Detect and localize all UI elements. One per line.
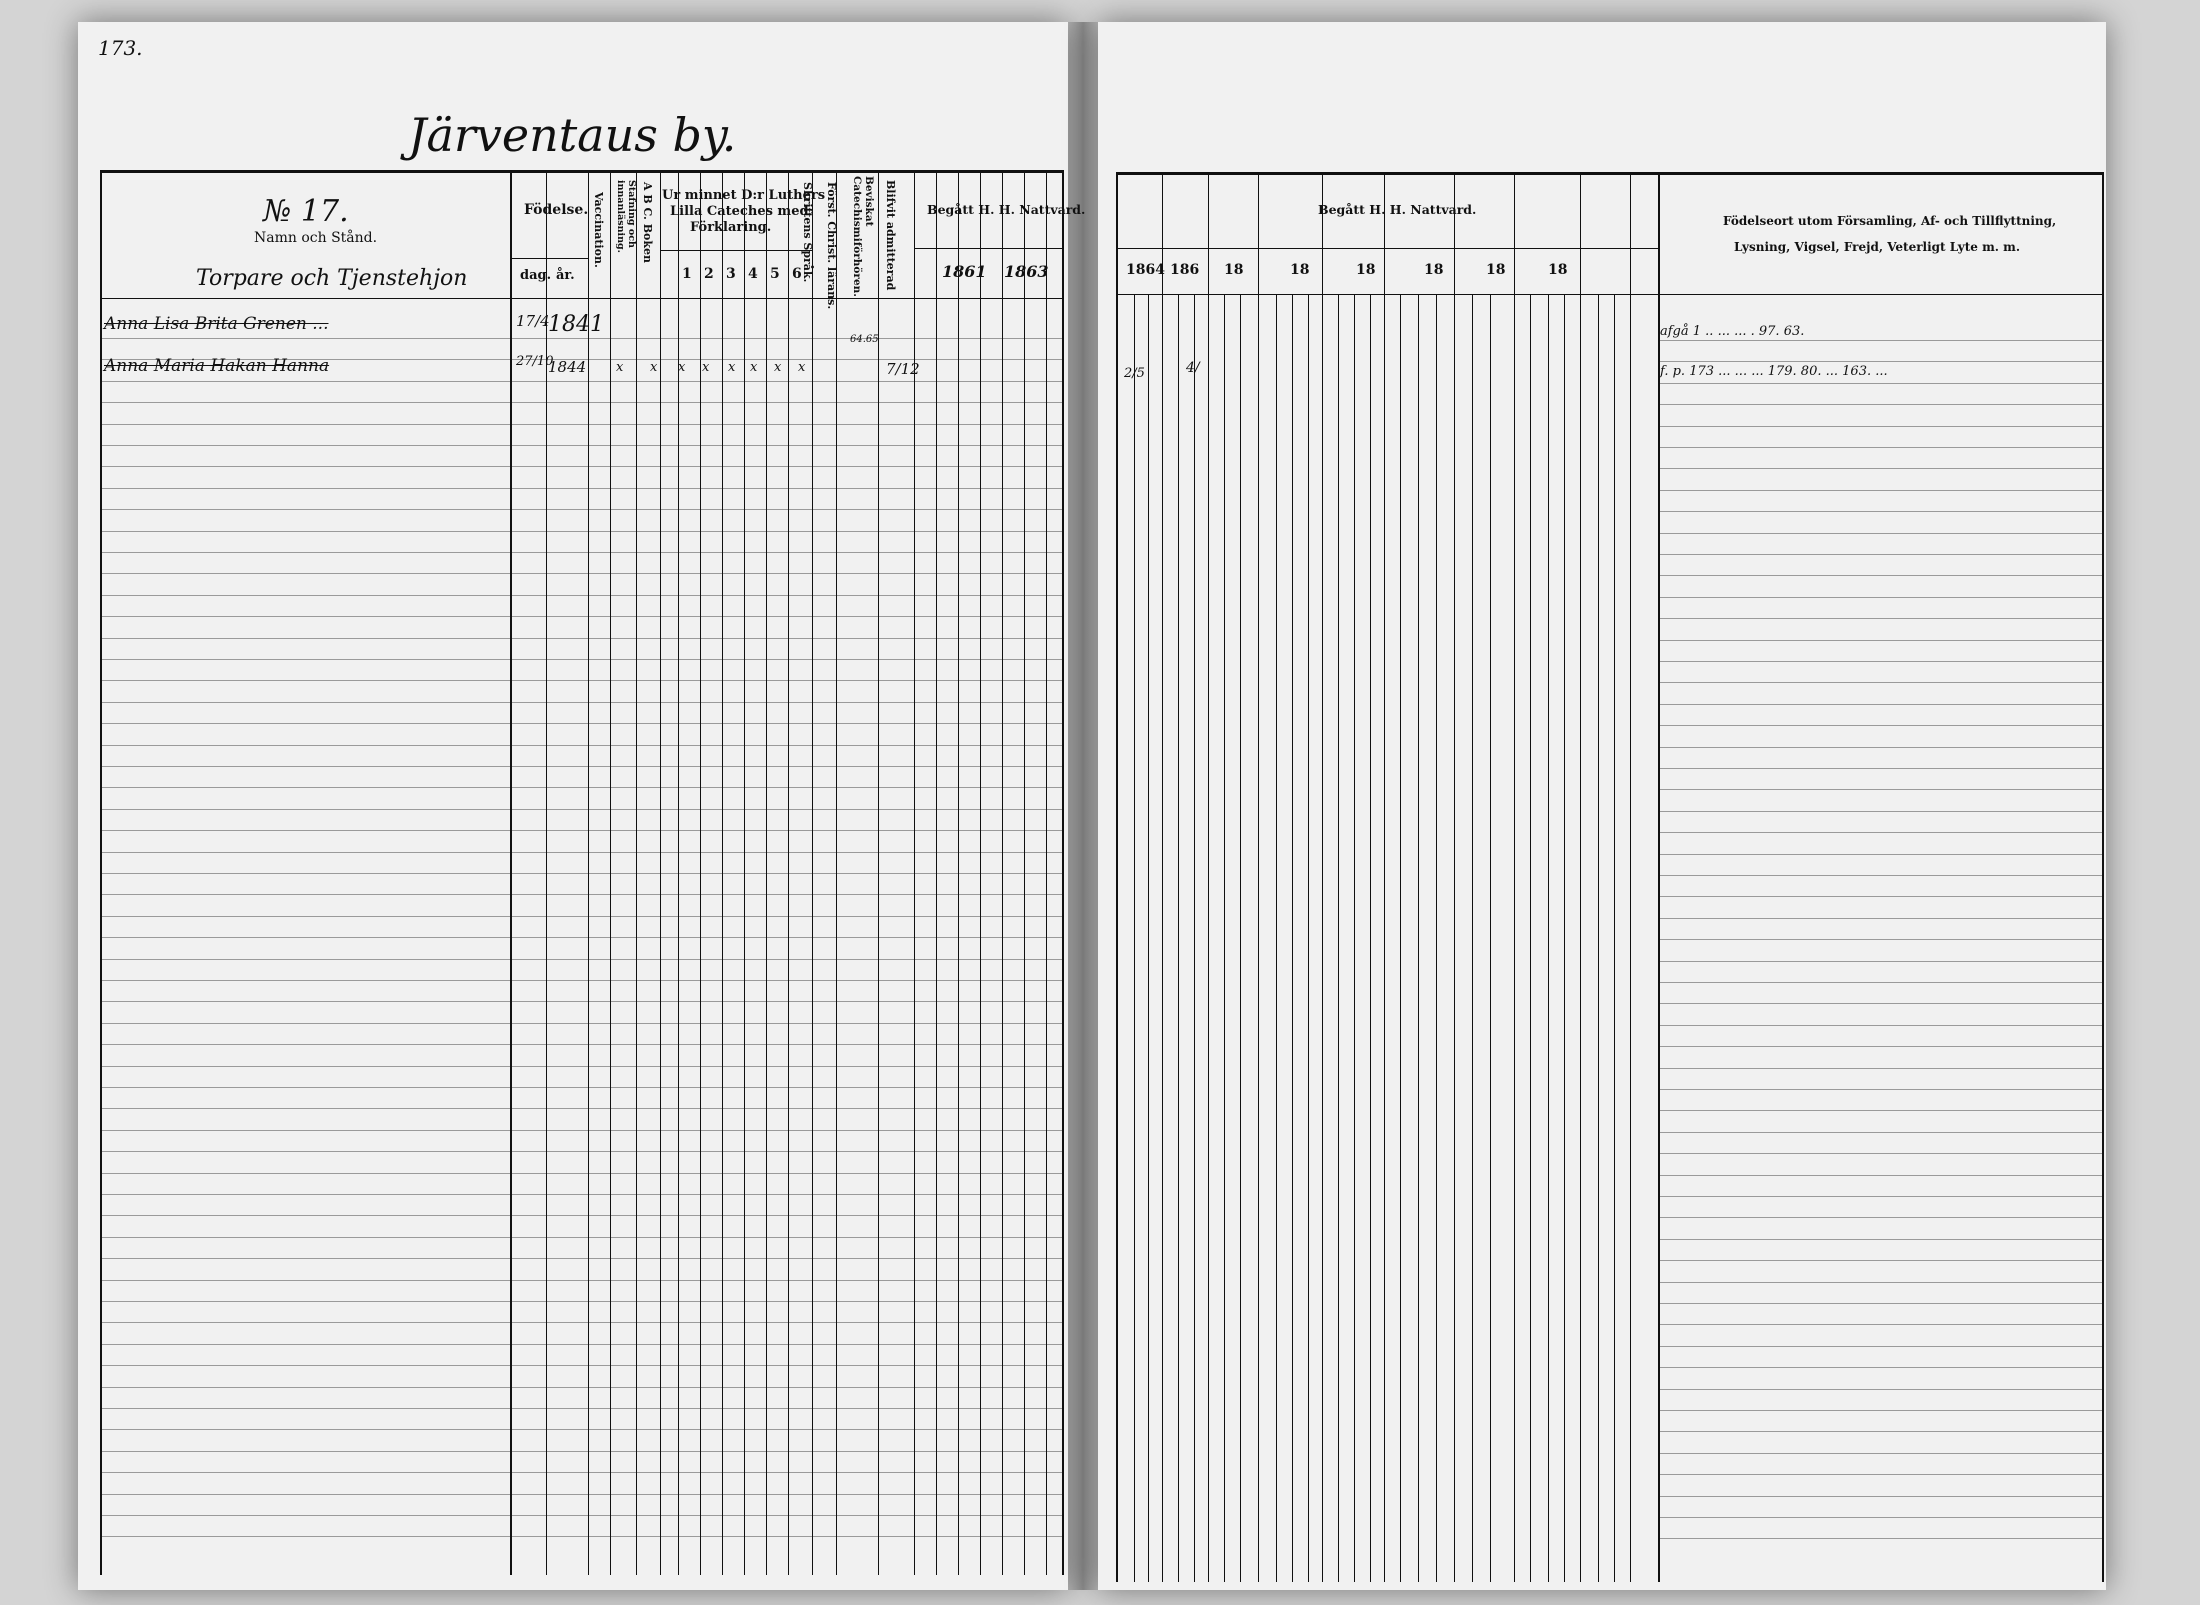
row-rule [100, 1087, 1062, 1088]
row-mark: x [650, 360, 658, 375]
row-rule [1658, 1324, 2102, 1325]
column-rule [812, 170, 813, 1575]
row-2-remark: f. p. 173 ... ... ... 179. 80. ... 163. ... [1660, 364, 1888, 379]
row-rule [1658, 1260, 2102, 1261]
row-rule [1658, 1025, 2102, 1026]
column-rule [1436, 294, 1437, 1582]
year-header: 18 [1290, 262, 1310, 278]
row-rule [1658, 682, 2102, 683]
row-rule [1658, 554, 2102, 555]
communion-sub-rule [914, 248, 1062, 249]
row-rule [1658, 468, 2102, 469]
row-rule [1658, 1346, 2102, 1347]
communion-year-2: 1863 [1004, 262, 1049, 281]
row-rule [1658, 1282, 2102, 1283]
column-rule [1630, 172, 1631, 1582]
row-rule [100, 873, 1062, 874]
column-rule [700, 170, 701, 1575]
row-rule [1658, 725, 2102, 726]
row-rule [100, 466, 1062, 467]
column-rule [744, 170, 745, 1575]
row-rule [1658, 1431, 2102, 1432]
row-rule [100, 1001, 1062, 1002]
column-rule [1418, 294, 1419, 1582]
column-rule [1276, 294, 1277, 1582]
row-rule [1658, 789, 2102, 790]
row-mark: x [774, 360, 782, 375]
column-rule [1564, 294, 1565, 1582]
column-rule [1580, 172, 1581, 1582]
scripture-header: Skriftens Språk. [801, 182, 814, 283]
birth-day-header: dag. [520, 268, 552, 283]
admitted-header: Blifvit admitterad [884, 180, 897, 291]
communion-sub-rule [1116, 248, 1658, 249]
row-1-name: Anna Lisa Brita Grenen ... [104, 314, 329, 334]
row-mark: x [702, 360, 710, 375]
row-rule [1658, 1538, 2102, 1539]
header-bottom-rule [100, 298, 1062, 299]
row-mark: x [616, 360, 624, 375]
column-rule [1370, 294, 1371, 1582]
table-top-rule [100, 170, 1062, 173]
row-rule [100, 702, 1062, 703]
row-rule [100, 424, 1062, 425]
row-rule [100, 1023, 1062, 1024]
row-rule [100, 1344, 1062, 1345]
row-rule [1658, 1046, 2102, 1047]
right-header-bottom-rule [1116, 294, 2102, 295]
row-rule [100, 1494, 1062, 1495]
row-mark: x [728, 360, 736, 375]
row-mark: x [750, 360, 758, 375]
christianity-header: Först. Christ. lärans. [825, 182, 838, 310]
column-rule [678, 170, 679, 1575]
right-page [1098, 22, 2106, 1590]
column-rule [914, 170, 915, 1575]
column-rule [722, 170, 723, 1575]
column-rule [766, 170, 767, 1575]
row-rule [1658, 961, 2102, 962]
column-rule [1148, 294, 1149, 1582]
column-rule [1472, 294, 1473, 1582]
row-1-note: 64.65 [850, 334, 879, 345]
column-rule [1240, 294, 1241, 1582]
row-rule [1658, 1089, 2102, 1090]
column-rule [1658, 172, 1660, 1582]
row-rule [1658, 1196, 2102, 1197]
row-rule [100, 1237, 1062, 1238]
catechism-sub-rule [660, 250, 812, 251]
year-header: 18 [1356, 262, 1376, 278]
row-rule [1658, 1367, 2102, 1368]
row-2-admit: 7/12 [886, 360, 920, 378]
row-rule [100, 638, 1062, 639]
name-entry: Torpare och Tjenstehjon [196, 266, 468, 291]
row-rule [1658, 832, 2102, 833]
column-rule [1354, 294, 1355, 1582]
row-2-mark-1: 2/5 [1124, 366, 1145, 381]
row-rule [100, 1451, 1062, 1452]
column-rule [1116, 172, 1118, 1582]
column-rule [1530, 294, 1531, 1582]
row-rule [1658, 1132, 2102, 1133]
row-rule [1658, 854, 2102, 855]
row-rule [100, 680, 1062, 681]
row-rule [100, 1044, 1062, 1045]
row-rule [100, 445, 1062, 446]
column-rule [1024, 170, 1025, 1575]
column-rule [1614, 294, 1615, 1582]
catechism-proof-header: Beviskat Catechismiförhören. [851, 176, 875, 297]
row-rule [1658, 982, 2102, 983]
row-rule [100, 488, 1062, 489]
row-rule [1658, 575, 2102, 576]
birth-header: Födelse. [524, 202, 589, 218]
row-rule [1658, 1175, 2102, 1176]
row-rule [100, 745, 1062, 746]
row-rule [1658, 511, 2102, 512]
row-rule [1658, 1453, 2102, 1454]
row-rule [100, 1322, 1062, 1323]
row-rule [1658, 1239, 2102, 1240]
year-header: 18 [1486, 262, 1506, 278]
row-2-year: 1844 [548, 358, 587, 376]
row-rule [100, 595, 1062, 596]
row-rule [100, 1066, 1062, 1067]
row-rule [100, 937, 1062, 938]
column-rule [546, 170, 547, 1575]
row-2-day: 27/10 [516, 354, 554, 369]
column-rule [588, 170, 589, 1575]
row-rule [1658, 747, 2102, 748]
row-rule [100, 659, 1062, 660]
row-rule [1658, 768, 2102, 769]
row-rule [1658, 618, 2102, 619]
row-rule [100, 1408, 1062, 1409]
column-rule [1384, 172, 1385, 1582]
row-2-name: Anna Maria Hakan Hanna [104, 356, 330, 376]
row-rule [1658, 383, 2102, 384]
row-rule [1658, 918, 2102, 919]
book-gutter [1068, 22, 1098, 1590]
village-title: Järventaus by. [408, 108, 737, 162]
column-rule [1046, 170, 1047, 1575]
catechism-column-number: 5 [770, 266, 780, 282]
year-header: 18 [1224, 262, 1244, 278]
column-rule [1490, 294, 1491, 1582]
column-rule [836, 170, 837, 1575]
column-rule [1208, 172, 1209, 1582]
reading-header: Stafning och innanläsning. [615, 180, 637, 253]
column-rule [958, 170, 959, 1575]
name-column-header: Namn och Stånd. [254, 230, 378, 246]
column-rule [1322, 172, 1323, 1582]
row-rule [1658, 640, 2102, 641]
row-rule [100, 1173, 1062, 1174]
row-rule [100, 616, 1062, 617]
row-rule [100, 1194, 1062, 1195]
column-rule [1162, 172, 1163, 1582]
right-communion-header: Begått H. H. Nattvard. [1318, 202, 1477, 217]
row-rule [1658, 1068, 2102, 1069]
catechism-header-3: Förklaring. [690, 220, 772, 235]
catechism-column-number: 6 [792, 266, 802, 282]
row-rule [100, 1151, 1062, 1152]
row-rule [100, 852, 1062, 853]
row-mark: x [798, 360, 806, 375]
row-rule [1658, 1389, 2102, 1390]
column-rule [936, 170, 937, 1575]
row-rule [1658, 811, 2102, 812]
column-rule [1338, 294, 1339, 1582]
column-rule [2102, 172, 2104, 1582]
row-rule [1658, 597, 2102, 598]
row-rule [1658, 939, 2102, 940]
row-rule [1658, 1517, 2102, 1518]
column-rule [1194, 294, 1195, 1582]
right-table-top-rule [1116, 172, 2102, 175]
row-rule [1658, 896, 2102, 897]
row-rule [1658, 533, 2102, 534]
row-rule [100, 980, 1062, 981]
row-rule [1658, 1217, 2102, 1218]
year-header: 1864 [1126, 262, 1165, 278]
column-rule [788, 170, 789, 1575]
column-rule [100, 170, 102, 1575]
column-rule [878, 170, 879, 1575]
row-1-year: 1841 [548, 312, 604, 337]
row-rule [1658, 1496, 2102, 1497]
column-rule [1598, 294, 1599, 1582]
catechism-column-number: 3 [726, 266, 736, 282]
row-rule [100, 916, 1062, 917]
row-rule [100, 959, 1062, 960]
row-rule [1658, 404, 2102, 405]
year-header: 186 [1170, 262, 1200, 278]
row-rule [100, 894, 1062, 895]
row-rule [100, 787, 1062, 788]
row-rule [100, 1215, 1062, 1216]
row-rule [100, 381, 1062, 382]
notes-header-1: Födelseort utom Församling, Af- och Tillflyttning, [1723, 214, 2057, 228]
row-1-remark: afgå 1 .. ... ... . 97. 63. [1660, 324, 1805, 339]
column-rule [1400, 294, 1401, 1582]
row-rule [100, 1536, 1062, 1537]
row-rule [100, 552, 1062, 553]
row-rule [1658, 490, 2102, 491]
row-rule [100, 1515, 1062, 1516]
household-number: № 17. [263, 194, 349, 229]
row-rule [100, 1429, 1062, 1430]
row-rule [1658, 704, 2102, 705]
row-rule [100, 531, 1062, 532]
row-rule [1658, 426, 2102, 427]
row-rule [1658, 1153, 2102, 1154]
row-rule [100, 1258, 1062, 1259]
row-rule [100, 1280, 1062, 1281]
row-rule [100, 766, 1062, 767]
catechism-column-number: 4 [748, 266, 758, 282]
row-rule [1658, 1410, 2102, 1411]
column-rule [1308, 294, 1309, 1582]
row-2-mark-2: 4/ [1186, 360, 1200, 376]
row-rule [1658, 875, 2102, 876]
row-mark: x [678, 360, 686, 375]
row-rule [1658, 1110, 2102, 1111]
row-rule [100, 1108, 1062, 1109]
row-rule [100, 1472, 1062, 1473]
column-rule [510, 170, 512, 1575]
column-rule [610, 170, 611, 1575]
column-rule [1514, 172, 1515, 1582]
catechism-header-2: Lilla Cateches med [670, 204, 809, 219]
column-rule [1062, 170, 1064, 1575]
column-rule [1224, 294, 1225, 1582]
row-rule [1658, 361, 2102, 362]
year-header: 18 [1424, 262, 1444, 278]
column-rule [1178, 294, 1179, 1582]
row-rule [1658, 1003, 2102, 1004]
column-rule [1454, 172, 1455, 1582]
abc-header: A B C. Boken [641, 182, 654, 263]
row-rule [100, 1301, 1062, 1302]
row-rule [1658, 340, 2102, 341]
catechism-header-1: Ur minnet D:r Luthers [662, 188, 826, 203]
column-rule [1258, 172, 1259, 1582]
row-rule [100, 338, 1062, 339]
row-rule [1658, 1303, 2102, 1304]
communion-header: Begått H. H. Nattvard. [927, 202, 1086, 217]
communion-year-1: 1861 [942, 262, 987, 281]
birth-sub-rule [510, 258, 588, 259]
column-rule [1292, 294, 1293, 1582]
row-rule [100, 1387, 1062, 1388]
row-rule [100, 1130, 1062, 1131]
birth-year-header: år. [556, 268, 575, 283]
notes-header-2: Lysning, Vigsel, Frejd, Veterligt Lyte m. m. [1734, 240, 2021, 254]
year-header: 18 [1548, 262, 1568, 278]
row-rule [1658, 447, 2102, 448]
catechism-column-number: 1 [682, 266, 692, 282]
row-rule [100, 402, 1062, 403]
row-rule [1658, 1474, 2102, 1475]
column-rule [1548, 294, 1549, 1582]
row-rule [100, 809, 1062, 810]
page-number: 173. [98, 36, 143, 60]
row-rule [100, 830, 1062, 831]
column-rule [980, 170, 981, 1575]
column-rule [1002, 170, 1003, 1575]
row-rule [100, 1365, 1062, 1366]
row-1-day: 17/4 [516, 312, 550, 330]
row-rule [100, 573, 1062, 574]
column-rule [636, 170, 637, 1575]
catechism-column-number: 2 [704, 266, 714, 282]
vaccination-header: Vaccination. [592, 192, 605, 268]
row-rule [100, 509, 1062, 510]
row-rule [100, 723, 1062, 724]
row-rule [1658, 661, 2102, 662]
left-page [78, 22, 1086, 1590]
column-rule [660, 170, 661, 1575]
column-rule [1134, 294, 1135, 1582]
